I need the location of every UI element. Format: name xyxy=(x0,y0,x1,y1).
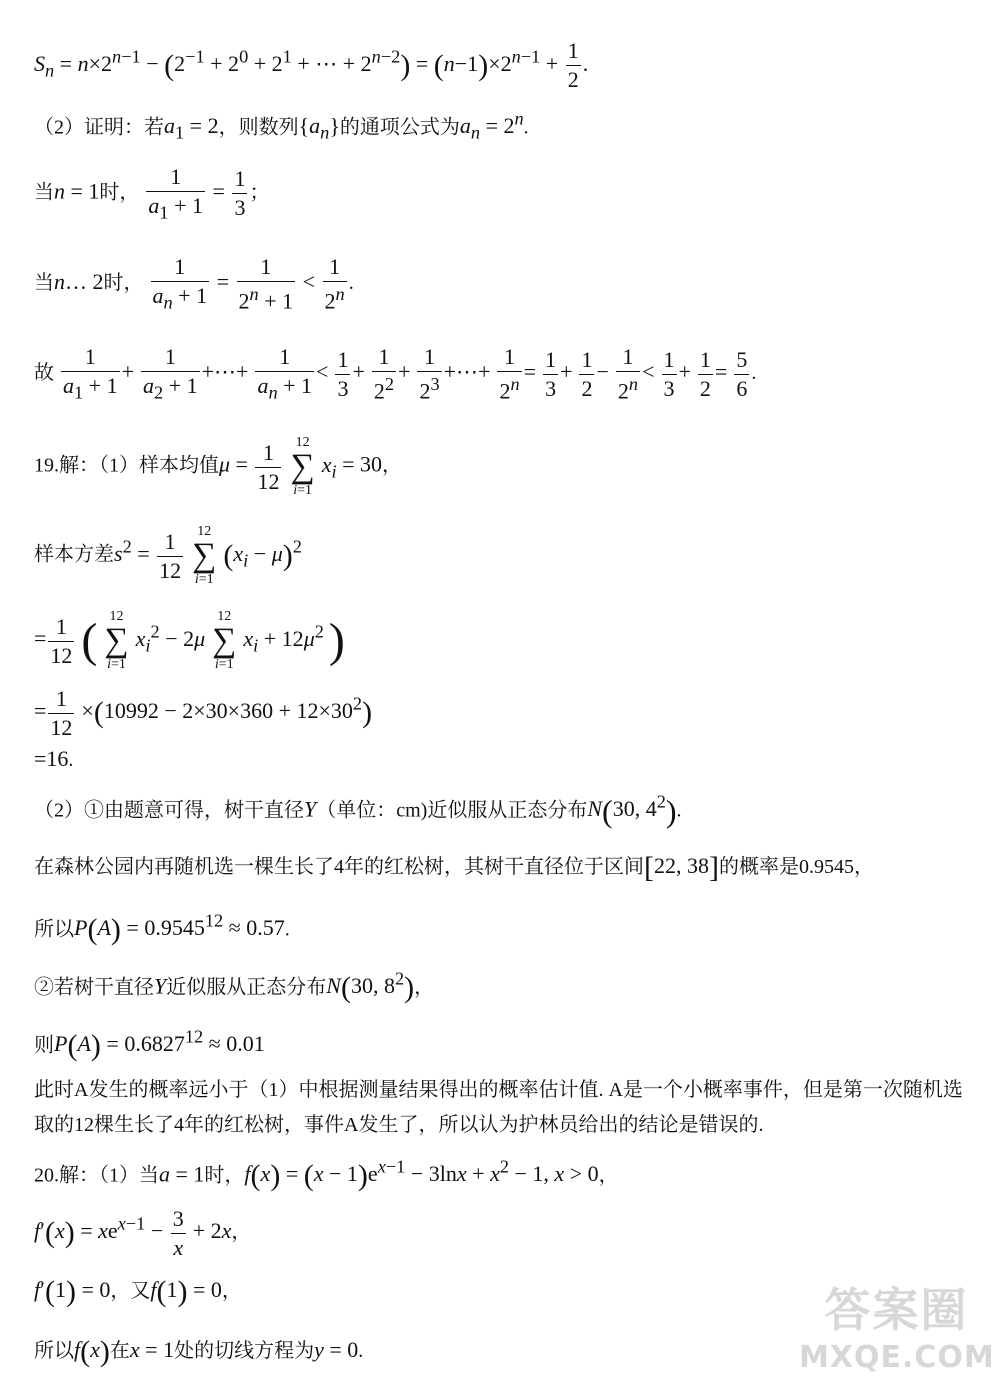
line-tangent: 所以f(x)在x = 1处的切线方程为y = 0. xyxy=(34,1335,364,1368)
line-variance-result: =16. xyxy=(34,746,74,771)
line-q19-part2-normal: （2）①由题意可得，树干直径Y（单位：cm)近似服从正态分布N(30, $4^2$). xyxy=(34,792,682,830)
watermark-logo xyxy=(799,1274,994,1389)
line-q19-mean: 19.解：（1）样本均值μ = $\frac{1}{12}$ 12 ∑ i=1 $x_i = 30$， xyxy=(34,435,402,498)
line-case-n2: 当n… 2时， $\frac{1}{a_n + 1}$ = $\frac{1}{2^n + 1}$ < $\frac{1}{2^n}$ . xyxy=(34,254,354,314)
line-pa-001: 则$P(A) = 0.6827^{12} \approx 0.01$ xyxy=(34,1027,265,1063)
line-case2-normal: ②若树干直径Y近似服从正态分布N(30, $8^2$)， xyxy=(34,969,435,1005)
line-f-at-1: f′(1) = 0，又f(1) = 0， xyxy=(34,1275,242,1308)
line-derivative: $f'(x) = xe^{x-1}$ − $\frac{3}{x}$ + 2x， xyxy=(34,1206,252,1260)
watermark-top-text: 答案圈 xyxy=(824,1283,969,1337)
line-pa-057: 所以$P(A) = 0.9545^{12} \approx 0.57$. xyxy=(34,911,290,947)
line-interval-probability: 在森林公园内再随机选一棵生长了4年的红松树，其树干直径位于区间[22, 38]的概率是0.9545， xyxy=(34,851,874,884)
line-variance-def: 样本方差$s^2$ = $\frac{1}{12}$ 12 ∑ i=1 $(x_i - \mu)^2$ xyxy=(34,524,302,587)
watermark-site: MXQE.COM xyxy=(799,1340,995,1375)
line-sn-formula: $S_n = n\times 2^{n-1} - (2^{-1} + 2^0 + 2^1$ + ⋯ + $2^{n-2}) = (n-1)\times 2^{n-1}$ + $\frac{1}{2}$ . xyxy=(34,38,589,92)
line-conclusion-2: 取的12棵生长了4年的红松树，事件A发生了，所以认为护林员给出的结论是错误的. xyxy=(34,1114,764,1136)
line-variance-expand: = $\frac{1}{12}$ ( 12 ∑ i=1 $x_i^2 - 2\mu$ 12 ∑ i=1 $x_i + 12\mu^2$ ) xyxy=(34,609,345,672)
line-conclusion-1: 此时A发生的概率远小于（1）中根据测量结果得出的概率估计值. A是一个小概率事件，但是第一次随机选 xyxy=(34,1079,963,1101)
line-sum-inequality: 故 $\frac{1}{a_1 + 1}$ + $\frac{1}{a_2 + 1}$ +⋯+ $\frac{1}{a_n + 1}$ < $\frac{1}{3}$ + $\frac{1}{2^2}$ + $\frac{1}{2^3}$ +⋯+ $\frac{1}{2^n}$ = $\frac{1}{3}$ + $\frac{1}{2}$ − $\frac{1}{2^n}$ < $\frac{1}{3}$ + $\frac{1}{2}$ = $\frac{5}{6}$ . xyxy=(34,344,757,404)
line-proof-intro: （2）证明：若$a_1 = 2$，则数列$\{a_n\}$的通项公式为$a_n = 2^n$. xyxy=(34,109,529,143)
line-variance-numeric: = $\frac{1}{12}$ $\times(10992 - 2\times 30\times 360 + 12\times 30^2)$ xyxy=(34,686,373,740)
line-case-n1: 当n = 1时， $\frac{1}{a_1 + 1}$ = $\frac{1}{3}$ ； xyxy=(34,164,270,223)
line-q20-function: 20.解：（1）当a = 1时，$f(x) = (x - 1)e^{x-1} - 3\ln x + x^2 - 1$, x > 0， xyxy=(34,1157,619,1193)
